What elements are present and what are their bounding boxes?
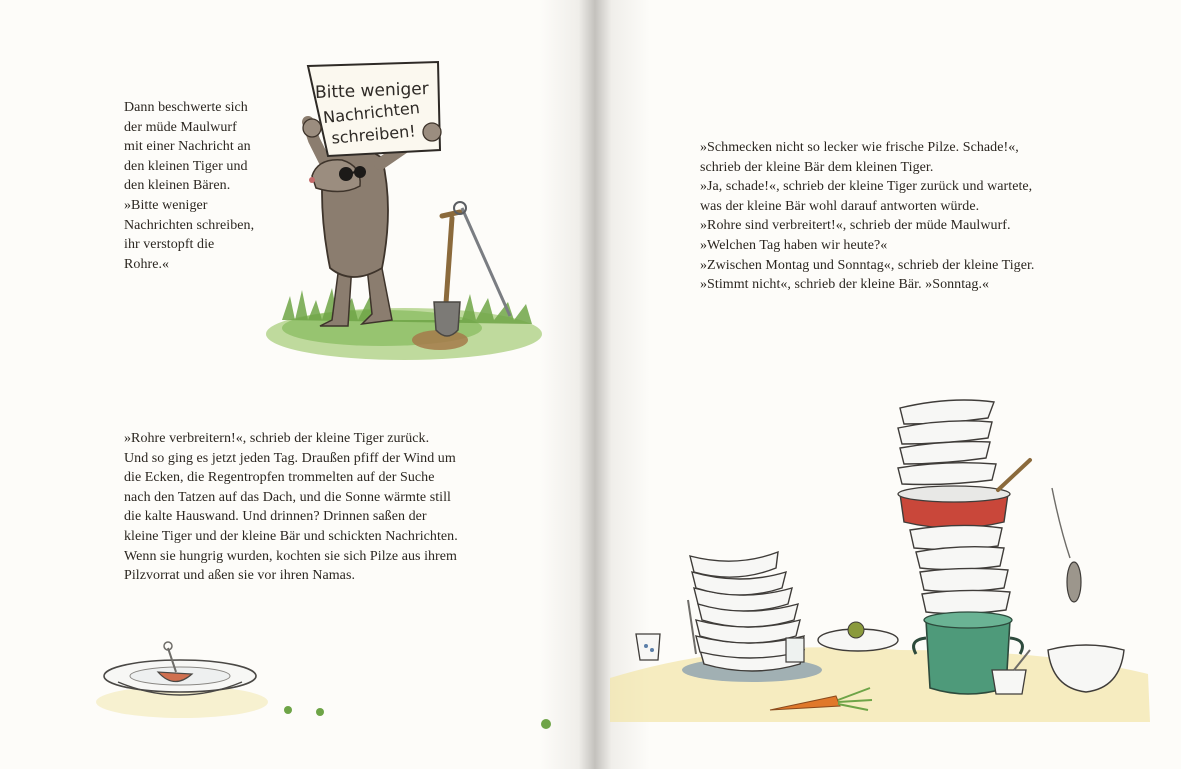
text-line: was der kleine Bär wohl darauf antworten würde. bbox=[700, 198, 980, 214]
text-line: Wenn sie hungrig wurden, kochten sie sich Pilze aus ihrem bbox=[124, 548, 457, 564]
text-line: die kalte Hauswand. Und drinnen? Drinnen saßen der bbox=[124, 509, 427, 525]
left-top-paragraph bbox=[124, 98, 254, 274]
text-line: Nachrichten schreiben, bbox=[124, 217, 255, 233]
sign-line-1: Bitte weniger bbox=[314, 79, 429, 103]
text-line: nach den Tatzen auf das Dach, und die Sonne wärmte still bbox=[124, 489, 451, 505]
text-line: »Bitte weniger bbox=[124, 197, 208, 213]
text-line: »Rohre verbreitern!«, schrieb der kleine Tiger zurück. bbox=[124, 431, 430, 446]
text-line: Dann beschwerte sich bbox=[124, 100, 248, 115]
text-line: »Schmecken nicht so lecker wie frische Pilze. Schade!«, bbox=[700, 140, 1019, 155]
text-line: die Ecken, die Regentropfen trommelten auf der Suche bbox=[124, 470, 435, 486]
text-line: »Welchen Tag haben wir heute?« bbox=[700, 237, 888, 253]
text-line: »Zwischen Montag und Sonntag«, schrieb der kleine Tiger. bbox=[700, 257, 1035, 273]
right-top-paragraph bbox=[700, 138, 1034, 295]
text-line: »Ja, schade!«, schrieb der kleine Tiger zurück und wartete, bbox=[700, 179, 1033, 195]
text-line: »Rohre sind verbreitert!«, schrieb der müde Maulwurf. bbox=[700, 218, 1011, 234]
sign-line-2: Nachrichten bbox=[322, 98, 421, 128]
text-line: schrieb der kleine Bär dem kleinen Tiger. bbox=[700, 159, 934, 175]
dishes-illustration bbox=[600, 388, 1160, 728]
text-line: den kleinen Tiger und bbox=[124, 158, 248, 174]
text-line: kleine Tiger und der kleine Bär und schickten Nachrichten. bbox=[124, 528, 458, 544]
text-line: mit einer Nachricht an bbox=[124, 139, 251, 155]
mole-illustration bbox=[262, 58, 552, 368]
left-bottom-paragraph bbox=[124, 429, 458, 586]
text-line: den kleinen Bären. bbox=[124, 178, 231, 194]
text-line: ihr verstopft die bbox=[124, 237, 215, 253]
text-line: Und so ging es jetzt jeden Tag. Draußen pfiff der Wind um bbox=[124, 450, 456, 466]
text-line: Rohre.« bbox=[124, 256, 170, 272]
text-line: der müde Maulwurf bbox=[124, 119, 237, 135]
sign-line-3: schreiben! bbox=[330, 121, 417, 148]
soup-plate-illustration bbox=[84, 632, 564, 732]
text-line: »Stimmt nicht«, schrieb der kleine Bär. »Sonntag.« bbox=[700, 277, 990, 293]
text-line: Pilzvorrat und aßen sie vor ihren Namas. bbox=[124, 568, 355, 584]
